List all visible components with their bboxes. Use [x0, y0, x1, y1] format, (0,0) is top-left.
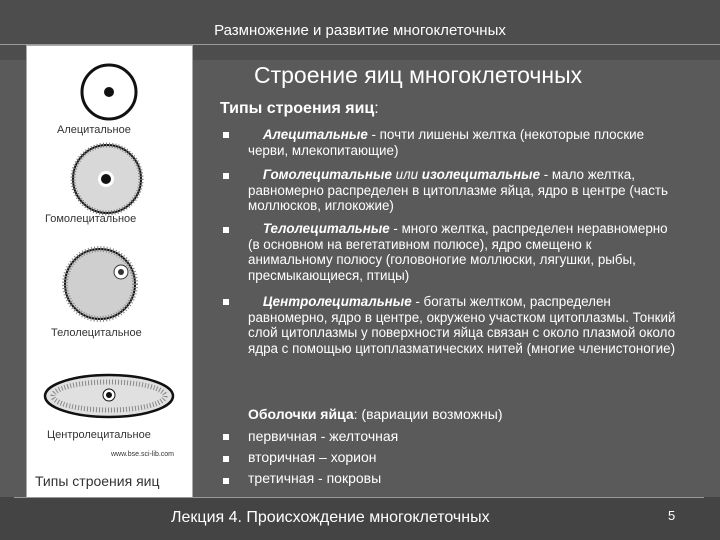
centrolecithal-egg — [45, 375, 173, 417]
bullet-6 — [223, 456, 229, 462]
label-telolecithal: Телолецитальное — [51, 327, 142, 339]
slide-title: Строение яиц многоклеточных — [254, 62, 583, 88]
shells-heading: Оболочки яйца: (вариации возможны) — [248, 406, 503, 422]
type-centrolecithal: Центролецитальные - богаты желтком, распределен равномерно, ядро в центре, окружено участком цитоплазмы. Тонкий слой цитоплазмы у поверхности яйца связан с около плазмой около ядра с помощью цитоплазматических нитей (многие членистоногие) — [248, 294, 676, 356]
bullet-7 — [223, 478, 229, 484]
bullet-4 — [223, 299, 229, 305]
label-alecithal: Алецитальное — [57, 124, 131, 136]
figure-caption: Типы строения яиц — [35, 473, 160, 489]
figure-source: www.bse.sci-lib.com — [111, 451, 175, 458]
type-homolecithal: Гомолецитальные или изолецитальные - мало желтка, равномерно распределен в цитоплазме яйца, ядро в центре (часть моллюсков, иглокожие) — [248, 167, 669, 214]
alecithal-egg — [82, 65, 136, 119]
page-number: 5 — [668, 508, 676, 523]
telolecithal-egg — [65, 249, 135, 319]
type-telolecithal: Телолецитальные - много желтка, распределен неравномерно (в основном на вегетативном полюсе), ядро смещено к анимальному полюсу (головоногие моллюски, лягушки, рыбы, пресмыкающиеся, птицы) — [248, 221, 668, 283]
footer-lecture-title: Лекция 4. Происхождение многоклеточных — [171, 509, 490, 526]
shell-item-1: первичная - желточная — [248, 428, 399, 444]
types-heading: Типы строения яиц: — [220, 100, 379, 117]
label-homolecithal: Гомолецитальное — [45, 213, 137, 225]
type-alecithal: Алецитальные - почти лишены желтка (некоторые плоские черви, млекопитающие) — [248, 127, 645, 158]
bullet-2 — [223, 173, 229, 179]
shell-item-3: третичная - покровы — [248, 470, 382, 486]
bullet-1 — [223, 132, 229, 138]
header-title: Размножение и развитие многоклеточных — [214, 22, 506, 39]
shell-item-2: вторичная – хорион — [248, 449, 377, 465]
bullet-3 — [223, 227, 229, 233]
bullet-5 — [223, 434, 229, 440]
footer-divider — [14, 497, 704, 498]
egg-types-figure — [26, 45, 193, 499]
homolecithal-egg — [73, 145, 141, 213]
label-centrolecithal: Центролецитальное — [47, 429, 151, 441]
